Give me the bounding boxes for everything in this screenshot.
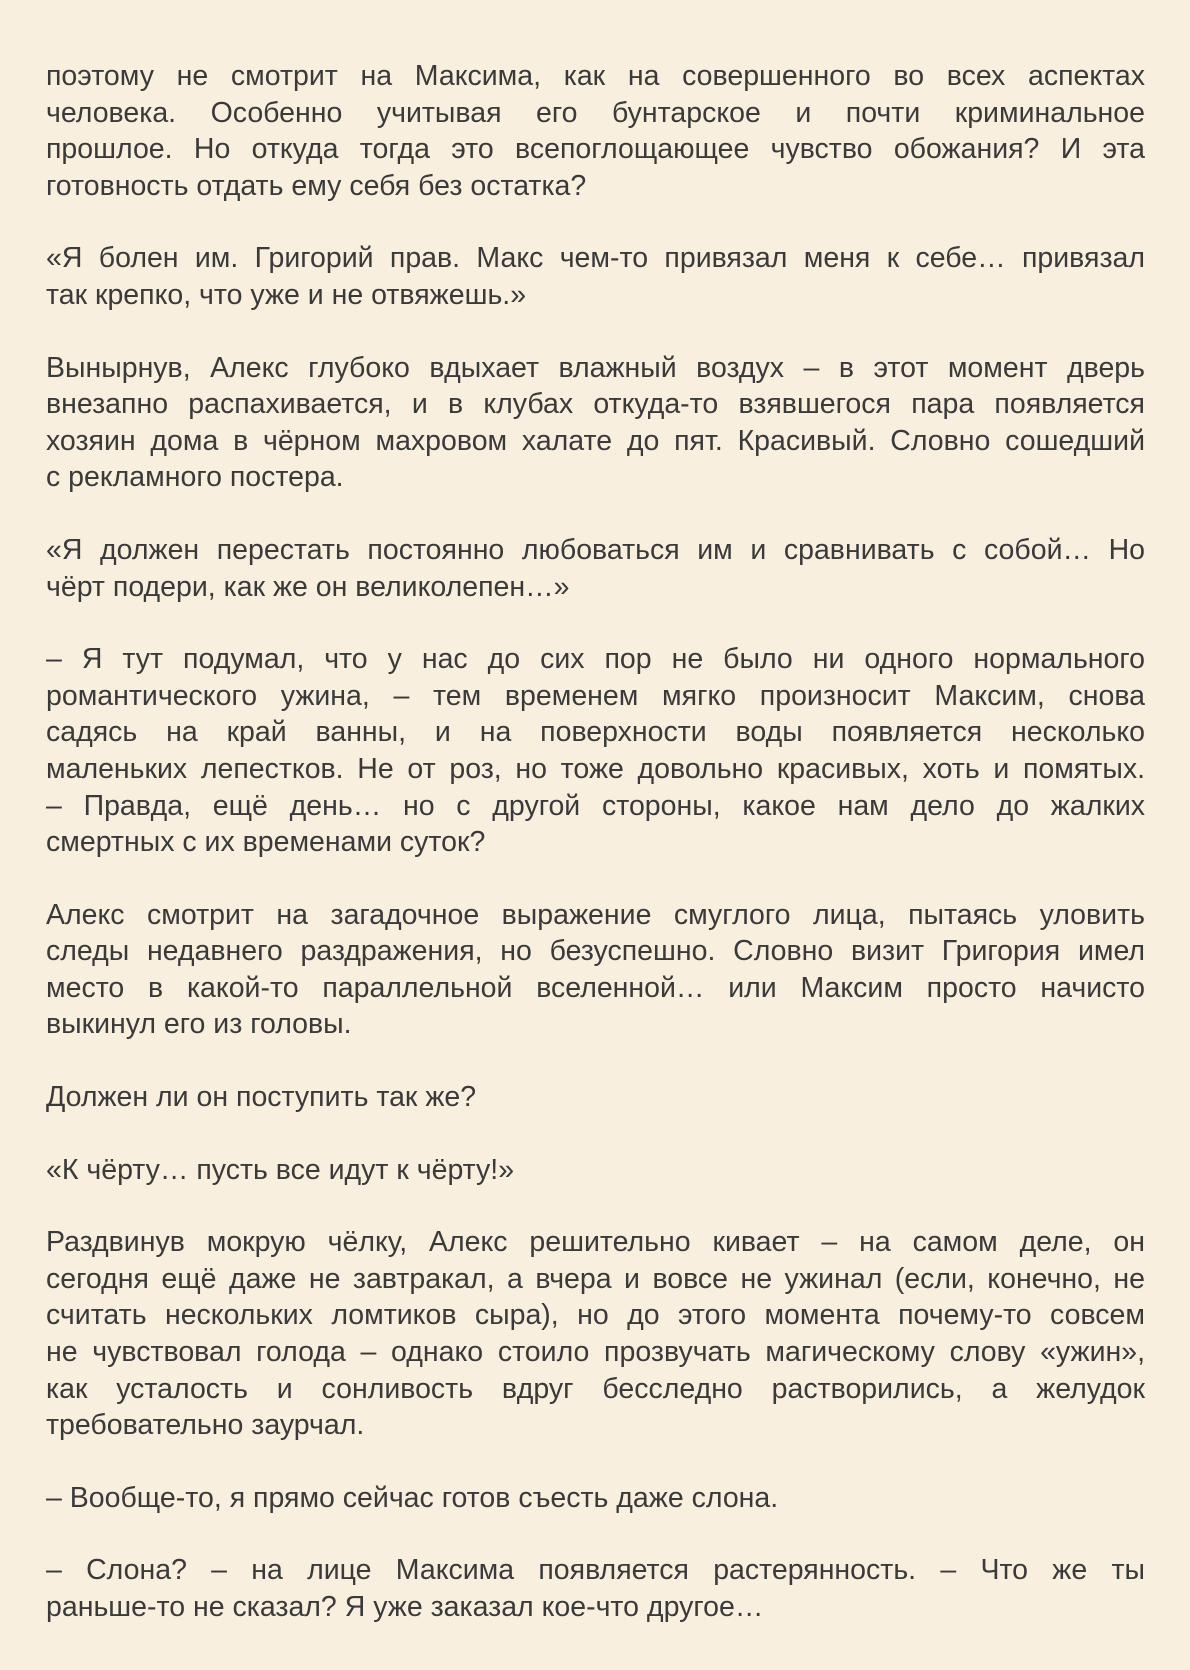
text-line: «К чёрту… пусть все идут к чёрту!» [46, 1153, 515, 1186]
text-line: Алекс смотрит на загадочное выражение смуглого лица, пытаясь уловить [46, 898, 1145, 931]
text-line: место в какой-то параллельной вселенной… или Максим просто начисто [46, 971, 1145, 1004]
paragraph [46, 532, 1145, 605]
text-line: Должен ли он поступить так же? [46, 1081, 477, 1114]
paragraph [46, 1224, 1145, 1444]
text-line: требовательно заурчал. [46, 1409, 365, 1442]
text-line: следы недавнего раздражения, но безуспешно. Словно визит Григория имел [46, 935, 1145, 968]
paragraph [46, 641, 1145, 861]
text-line: Раздвинув мокрую чёлку, Алекс решительно кивает – на самом деле, он [46, 1226, 1145, 1259]
text-line: считать нескольких ломтиков сыра), но до этого момента почему-то совсем [46, 1299, 1145, 1332]
paragraph [46, 1079, 1145, 1116]
text-line: готовность отдать ему себя без остатка? [46, 169, 587, 202]
paragraph [46, 350, 1145, 496]
text-line: – Вообще-то, я прямо сейчас готов съесть даже слона. [46, 1481, 779, 1514]
paragraph [46, 897, 1145, 1043]
text-line: садясь на край ванны, и на поверхности воды появляется несколько [46, 716, 1145, 749]
paragraph [46, 1152, 1145, 1189]
text-line: прошлое. Но откуда тогда это всепоглощающее чувство обожания? И эта [46, 133, 1145, 166]
text-line: так крепко, что уже и не отвяжешь.» [46, 278, 527, 311]
text-line: – Слона? – на лице Максима появляется растерянность. – Что же ты [46, 1554, 1145, 1587]
text-line: хозяин дома в чёрном махровом халате до пят. Красивый. Словно сошедший [46, 424, 1145, 457]
text-line: смертных с их временами суток? [46, 826, 486, 859]
text-line: раньше-то не сказал? Я уже заказал кое-что другое… [46, 1591, 764, 1623]
paragraph [46, 58, 1145, 204]
text-line: внезапно распахивается, и в клубах откуда-то взявшегося пара появляется [46, 388, 1145, 421]
text-line: – Правда, ещё день… но с другой стороны, какое нам дело до жалких [46, 789, 1145, 822]
text-line: – Я тут подумал, что у нас до сих пор не было ни одного нормального [46, 643, 1145, 676]
paragraph [46, 240, 1145, 313]
text-line: романтического ужина, – тем временем мягко произносит Максим, снова [46, 679, 1145, 712]
text-line: человека. Особенно учитывая его бунтарское и почти криминальное [46, 96, 1145, 129]
text-line: чёрт подери, как же он великолепен…» [46, 570, 570, 603]
text-line: «Я болен им. Григорий прав. Макс чем-то привязал меня к себе… привязал [46, 242, 1145, 275]
text-line: как усталость и сонливость вдруг бесследно растворились, а желудок [46, 1372, 1145, 1405]
text-line: сегодня ещё даже не завтракал, а вчера и вовсе не ужинал (если, конечно, не [46, 1262, 1145, 1295]
text-line: маленьких лепестков. Не от роз, но тоже довольно красивых, хоть и помятых. [46, 752, 1145, 785]
text-line: выкинул его из головы. [46, 1008, 352, 1041]
document-page [46, 58, 1145, 1662]
text-line: с рекламного постера. [46, 461, 344, 494]
paragraph [46, 1480, 1145, 1517]
text-line: Вынырнув, Алекс глубоко вдыхает влажный воздух – в этот момент дверь [46, 351, 1145, 384]
paragraph [46, 1552, 1145, 1625]
text-line: «Я должен перестать постоянно любоваться им и сравнивать с собой… Но [46, 533, 1145, 566]
text-line: не чувствовал голода – однако стоило прозвучать магическому слову «ужин», [46, 1336, 1145, 1369]
text-line: поэтому не смотрит на Максима, как на совершенного во всех аспектах [46, 60, 1145, 92]
